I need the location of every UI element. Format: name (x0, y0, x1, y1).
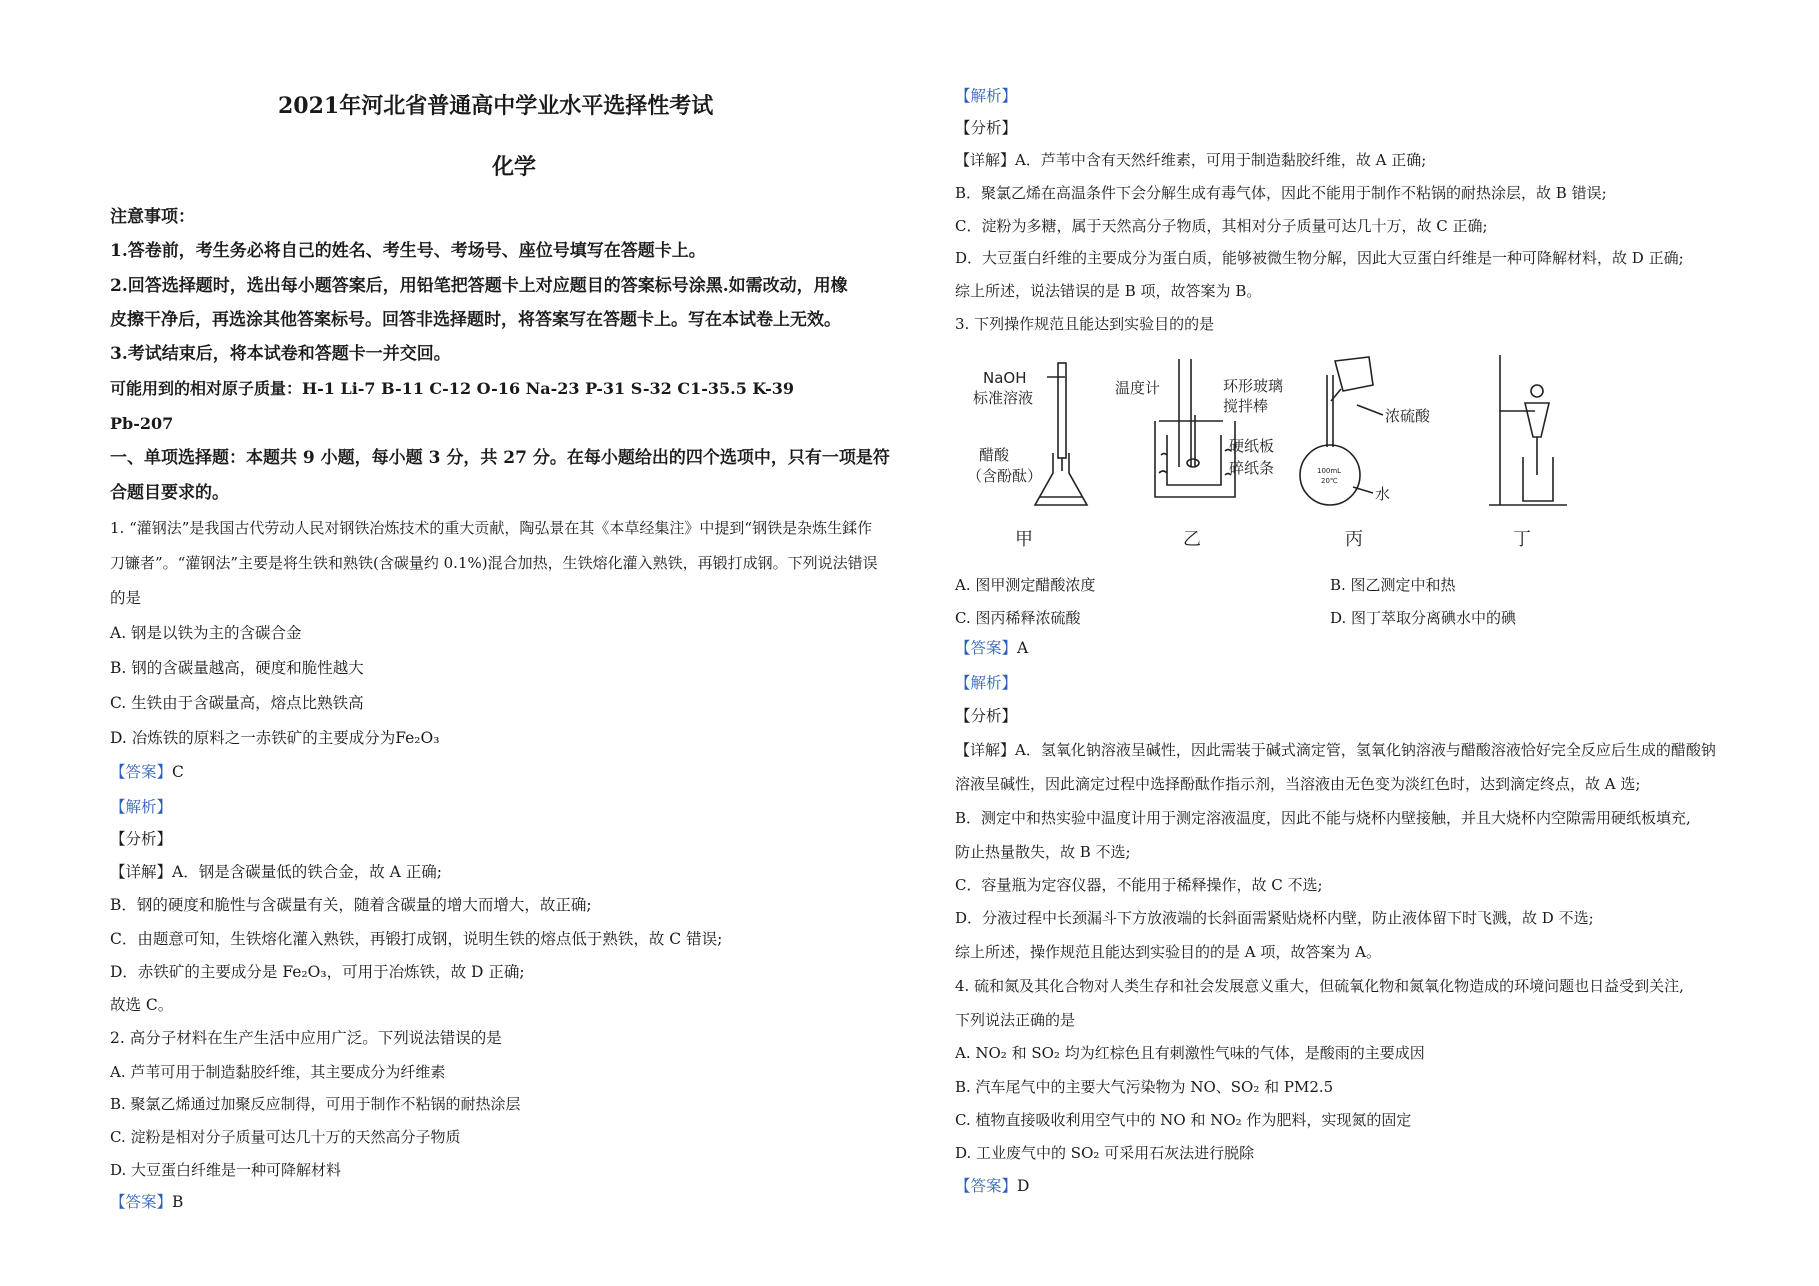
note-2a: 2.回答选择题时，选出每小题答案后，用铅笔把答题卡上对应题目的答案标号涂黑.如需改动，用橡 (110, 276, 848, 296)
caption-jia: 甲 (1015, 529, 1033, 550)
q4-option-a: A. NO₂ 和 SO₂ 均为红棕色且有刺激性气味的气体，是酸雨的主要成因 (955, 1044, 1425, 1062)
q4-option-b: B. 汽车尾气中的主要大气污染物为 NO、SO₂ 和 PM2.5 (955, 1078, 1334, 1096)
q1-stem-1: 1. “灌钢法”是我国古代劳动人民对钢铁冶炼技术的重大贡献，陶弘景在其《本草经集注》中提到“钢铁是杂炼生鍒作 (110, 519, 873, 537)
q3-detail-1b: 溶液呈碱性，因此滴定过程中选择酚酞作指示剂，当溶液由无色变为淡红色时，达到滴定终点，故 A 选; (955, 775, 1641, 793)
q2-detail-2: B．聚氯乙烯在高温条件下会分解生成有毒气体，因此不能用于制作不粘锅的耐热涂层，故 B 错误; (955, 184, 1607, 202)
q3-answer-value: A (1017, 639, 1029, 657)
q3-detail-3: C．容量瓶为定容仪器，不能用于稀释操作，故 C 不选; (955, 876, 1323, 894)
q3-detail-1a-text: A．氢氧化钠溶液呈碱性，因此需装于碱式滴定管，氢氧化钠溶液与醋酸溶液恰好完全反应后生成的醋酸钠 (1015, 741, 1716, 759)
q2-option-d: D. 大豆蛋白纤维是一种可降解材料 (110, 1161, 342, 1179)
q2-analysis-tag: 【解析】 (955, 87, 1018, 105)
answer-tag: 【答案】 (955, 639, 1018, 657)
yi-stirrer-label-2: 搅拌棒 (1223, 397, 1269, 415)
q1-analysis-tag: 【解析】 (110, 798, 173, 816)
q3-detail-2a: B．测定中和热实验中温度计用于测定溶液温度，因此不能与烧杯内壁接触，并且大烧杯内空隙需用硬纸板填充, (955, 809, 1691, 827)
q3-option-d: D. 图丁萃取分离碘水中的碘 (1330, 609, 1517, 627)
figure-jia (967, 363, 1087, 550)
caption-bing: 丙 (1345, 529, 1363, 550)
q3-stem: 3. 下列操作规范且能达到实验目的的是 (955, 315, 1215, 333)
q1-detail-3: C．由题意可知，生铁熔化灌入熟铁，再锻打成钢，说明生铁的熔点低于熟铁，故 C 错误; (110, 930, 723, 948)
detail-tag: 【详解】 (110, 863, 173, 881)
q1-option-c: C. 生铁由于含碳量高，熔点比熟铁高 (110, 694, 364, 712)
q1-option-d: D. 冶炼铁的原料之一赤铁矿的主要成分为Fe₂O₃ (110, 729, 440, 747)
q4-option-c: C. 植物直接吸收利用空气中的 NO 和 NO₂ 作为肥料，实现氮的固定 (955, 1111, 1412, 1129)
q3-options-row-1 (955, 575, 1770, 595)
q2-option-a: A. 芦苇可用于制造黏胶纤维，其主要成分为纤维素 (110, 1063, 446, 1081)
q4-option-d: D. 工业废气中的 SO₂ 可采用石灰法进行脱除 (955, 1144, 1255, 1162)
q3-detail-2b: 防止热量散失，故 B 不选; (955, 843, 1131, 861)
notes-heading: 注意事项： (110, 207, 195, 227)
q3-option-c: C. 图丙稀释浓硫酸 (955, 609, 1081, 627)
q3-detail-1a (955, 740, 1716, 760)
q3-answer (955, 638, 1028, 658)
q2-answer-value: B (172, 1193, 184, 1211)
jia-acetic-acid-label: 醋酸 (979, 446, 1010, 464)
q2-fenxi-tag: 【分析】 (955, 119, 1018, 137)
yi-cardboard-label: 硬纸板 (1229, 437, 1275, 455)
q1-detail-1-text: A．钢是含碳量低的铁合金，故 A 正确; (172, 863, 442, 881)
q2-option-b: B. 聚氯乙烯通过加聚反应制得，可用于制作不粘锅的耐热涂层 (110, 1095, 521, 1113)
figure-ding (1489, 355, 1567, 550)
q4-answer (955, 1176, 1029, 1196)
section1-heading-2: 合题目要求的。 (110, 483, 229, 503)
q2-detail-1-text: A．芦苇中含有天然纤维素，可用于制造黏胶纤维，故 A 正确; (1015, 151, 1427, 169)
q1-fenxi-tag: 【分析】 (110, 830, 173, 848)
q1-conclusion: 故选 C。 (110, 996, 174, 1014)
figure-bing (1300, 357, 1431, 550)
figure-yi (1115, 359, 1283, 550)
q2-detail-1 (955, 150, 1426, 170)
jia-standard-solution-label: 标准溶液 (973, 389, 1034, 407)
q3-detail-4: D．分液过程中长颈漏斗下方放液端的长斜面需紧贴烧杯内壁，防止液体留下时飞溅，故 D 不选; (955, 909, 1594, 927)
q2-stem: 2. 高分子材料在生产生活中应用广泛。下列说法错误的是 (110, 1029, 502, 1047)
atomic-mass-line-2: Pb-207 (110, 414, 174, 433)
q1-answer-value: C (172, 763, 184, 781)
q2-detail-3: C．淀粉为多糖，属于天然高分子物质，其相对分子质量可达几十万，故 C 正确; (955, 217, 1488, 235)
yi-thermometer-label: 温度计 (1115, 379, 1161, 397)
q1-option-b: B. 钢的含碳量越高，硬度和脆性越大 (110, 659, 364, 677)
exam-subject: 化学 (492, 154, 537, 180)
yi-stirrer-label-1: 环形玻璃 (1223, 377, 1284, 395)
note-1: 1.答卷前，考生务必将自己的姓名、考生号、考场号、座位号填写在答题卡上。 (110, 241, 706, 261)
q3-conclusion: 综上所述，操作规范且能达到实验目的的是 A 项，故答案为 A。 (955, 943, 1381, 961)
answer-tag: 【答案】 (110, 763, 173, 781)
q4-answer-value: D (1017, 1177, 1030, 1195)
exam-title: 2021年河北省普通高中学业水平选择性考试 (278, 93, 714, 119)
q3-analysis-tag: 【解析】 (955, 674, 1018, 692)
q1-stem-3: 的是 (110, 589, 142, 607)
q3-fenxi-tag: 【分析】 (955, 707, 1018, 725)
q1-answer (110, 762, 184, 782)
q2-detail-4: D．大豆蛋白纤维的主要成分为蛋白质，能够被微生物分解，因此大豆蛋白纤维是一种可降解材料，故 D 正确; (955, 249, 1684, 267)
note-2b: 皮擦干净后，再选涂其他答案标号。回答非选择题时，将答案写在答题卡上。写在本试卷上无效。 (110, 310, 841, 330)
note-3: 3.考试结束后，将本试卷和答题卡一并交回。 (110, 344, 451, 364)
detail-tag: 【详解】 (955, 741, 1016, 759)
q1-stem-2: 刀镰者”。“灌钢法”主要是将生铁和熟铁(含碳量约 0.1%)混合加热，生铁熔化灌入熟铁，再锻打成钢。下列说法错误 (110, 554, 878, 572)
bing-water-label: 水 (1375, 485, 1391, 503)
q2-option-c: C. 淀粉是相对分子质量可达几十万的天然高分子物质 (110, 1128, 461, 1146)
q4-stem-1: 4. 硫和氮及其化合物对人类生存和社会发展意义重大，但硫氧化物和氮氧化物造成的环境问题也日益受到关注, (955, 977, 1684, 995)
q1-detail-4: D．赤铁矿的主要成分是 Fe₂O₃，可用于冶炼铁，故 D 正确; (110, 963, 525, 981)
caption-ding: 丁 (1513, 529, 1531, 550)
atomic-mass-line: 可能用到的相对原子质量：H-1 Li-7 B-11 C-12 O-16 Na-23 P-31 S-32 C1-35.5 K-39 (110, 379, 795, 398)
section1-heading: 一、单项选择题：本题共 9 小题，每小题 3 分，共 27 分。在每小题给出的四个选项中，只有一项是符 (110, 448, 890, 468)
q2-answer (110, 1192, 183, 1212)
answer-tag: 【答案】 (955, 1177, 1018, 1195)
q3-option-a: A. 图甲测定醋酸浓度 (955, 576, 1096, 594)
jia-phenolphthalein-label: （含酚酞） (967, 467, 1043, 485)
detail-tag: 【详解】 (955, 151, 1016, 169)
q3-apparatus-figure (955, 355, 1575, 555)
bing-conc-sulfuric-label: 浓硫酸 (1385, 407, 1431, 425)
caption-yi: 乙 (1183, 529, 1201, 550)
yi-paper-scraps-label: 碎纸条 (1229, 459, 1275, 477)
q1-detail-1 (110, 862, 442, 882)
jia-naoh-label: NaOH (983, 369, 1027, 387)
q1-detail-2: B．钢的硬度和脆性与含碳量有关，随着含碳量的增大而增大，故正确; (110, 896, 592, 914)
q2-conclusion: 综上所述，说法错误的是 B 项，故答案为 B。 (955, 282, 1262, 300)
q3-option-b: B. 图乙测定中和热 (1330, 576, 1456, 594)
bing-flask-temp: 20℃ (1321, 477, 1338, 485)
q4-stem-2: 下列说法正确的是 (955, 1011, 1076, 1029)
q1-option-a: A. 钢是以铁为主的含碳合金 (110, 624, 302, 642)
q3-options-row-2 (955, 608, 1770, 628)
answer-tag: 【答案】 (110, 1193, 173, 1211)
bing-flask-volume: 100mL (1317, 467, 1342, 475)
